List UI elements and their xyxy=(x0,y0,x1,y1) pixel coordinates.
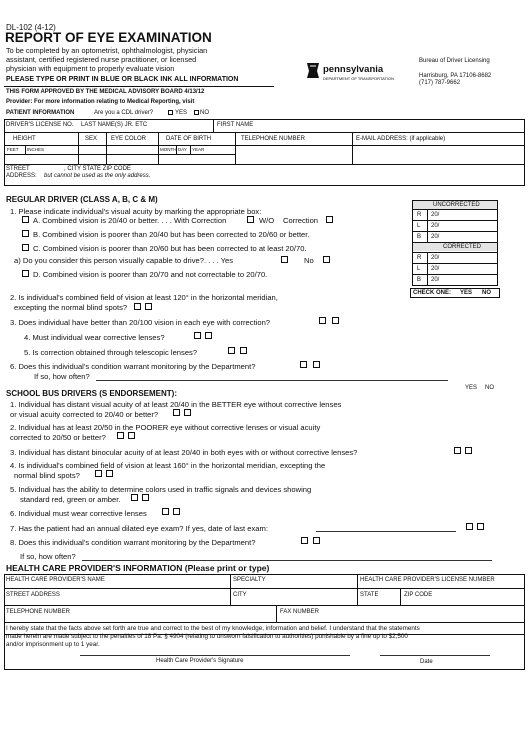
intro-text: To be completed by an optometrist, ophthalmologist, physician assistant, certified registered nurse practitioner, or licensed physician with equipment to properly evaluate vision xyxy=(6,46,208,74)
sb-yes-header: YES xyxy=(465,385,478,391)
q1a-checkbox[interactable] xyxy=(22,216,29,223)
telephone-label: TELEPHONE NUMBER xyxy=(241,136,306,142)
q4-label: 4. Must individual wear corrective lenses? xyxy=(24,333,165,342)
sb-q4-label: 4. Is individual's combined field of vision at least 160° in the horizontal meridian, excepting the xyxy=(10,461,326,470)
sb-q8-yes-checkbox[interactable] xyxy=(301,537,308,544)
form-id: DL-102 (4-12) xyxy=(6,23,56,32)
street-address-label: STREET ADDRESS xyxy=(6,592,60,598)
sex-label: SEX xyxy=(85,136,98,142)
sb-q2-label: 2. Individual has at least 20/50 in the POORER eye without corrective lenses or visual acuity xyxy=(10,423,321,432)
corrected-b-eye: B xyxy=(417,277,422,283)
address-note: but cannot be used as the only address. xyxy=(44,173,151,179)
sb-q5-label-cont: standard red, green or amber. xyxy=(20,495,121,504)
sb-q8-how-often-label: If so, how often? xyxy=(20,552,76,561)
school-bus-heading: SCHOOL BUS DRIVERS (S ENDORSEMENT): xyxy=(6,389,177,398)
check-one-label: CHECK ONE: xyxy=(413,290,452,296)
qa-label: a) Do you consider this person visually capable to drive?. . . . Yes xyxy=(14,256,234,265)
sb-q2-label-cont: corrected to 20/50 or better? xyxy=(10,433,106,442)
logo-subtitle: DEPARTMENT OF TRANSPORTATION xyxy=(323,76,395,81)
q2-label-cont: excepting the normal blind spots? xyxy=(14,303,128,312)
bureau-name: Bureau of Driver Licensing xyxy=(419,58,490,64)
sb-q3-no-checkbox[interactable] xyxy=(465,447,472,454)
specialty-label: SPECIALTY xyxy=(233,577,266,583)
sb-q7-label: 7. Has the patient had an annual dilated eye exam? If yes, date of last exam: xyxy=(10,524,268,533)
check-one-yes: YES xyxy=(460,290,473,296)
sb-q5-yes-checkbox[interactable] xyxy=(131,494,138,501)
attestation-text: I hereby state that the facts above set forth are true and correct to the best of my knowledge, information and belief. I understand that the statements made herein are made subject to the penalties of 18 Pa. § 4904 (relating to unsworn falsification to authorities) punishable by a fine up to $2,500 and/or imprisonment up to 1 year. xyxy=(6,625,420,648)
sb-q5-no-checkbox[interactable] xyxy=(142,494,149,501)
phone-label: TELEPHONE NUMBER xyxy=(6,609,71,615)
keystone-icon xyxy=(306,62,320,79)
q1a-with-checkbox[interactable] xyxy=(247,216,254,223)
signature-field[interactable] xyxy=(80,655,350,656)
license-number-label: HEALTH CARE PROVIDER'S LICENSE NUMBER xyxy=(360,577,495,583)
q6-label: 6. Does this individual's condition warrant monitoring by the Department? xyxy=(10,362,256,371)
cdl-no-label: NO xyxy=(200,110,209,116)
sb-q4-label-cont: normal blind spots? xyxy=(14,471,80,480)
last-name-label: LAST NAME(S) JR. ETC xyxy=(81,122,148,128)
corrected-label: CORRECTED xyxy=(443,244,482,250)
q1b-label: B. Combined vision is poorer than 20/40 but has been corrected to 20/60 or better. xyxy=(33,230,310,239)
penndot-logo xyxy=(306,62,320,84)
corrected-r-value[interactable]: 20/ xyxy=(431,255,440,261)
sb-q6-yes-checkbox[interactable] xyxy=(162,508,169,515)
uncorrected-r-value[interactable]: 20/ xyxy=(431,212,440,218)
sb-q8-how-often-field[interactable] xyxy=(82,560,492,561)
sb-q1-label: 1. Individual has distant visual acuity of at least 20/40 in the BETTER eye without corrective lenses xyxy=(10,400,342,409)
state-label: STATE xyxy=(360,592,379,598)
provider-info-line: Provider: For more information relating to Medical Reporting, visit xyxy=(6,99,195,105)
q1a-without-checkbox[interactable] xyxy=(326,216,333,223)
bureau-address: Harrisburg, PA 17106-8682 xyxy=(419,73,492,79)
date-field[interactable] xyxy=(380,655,490,656)
q3-no-checkbox[interactable] xyxy=(332,317,339,324)
logo-wordmark: pennsylvania xyxy=(323,64,384,75)
sb-q7-date-field[interactable] xyxy=(316,531,456,532)
cdl-question: Are you a CDL driver? xyxy=(94,110,154,116)
first-name-label: FIRST NAME xyxy=(217,122,254,128)
sb-q8-no-checkbox[interactable] xyxy=(313,537,320,544)
sb-q6-no-checkbox[interactable] xyxy=(173,508,180,515)
uncorrected-r-eye: R xyxy=(417,212,422,218)
day-label: DAY xyxy=(178,147,187,152)
q6-how-often-label: If so, how often? xyxy=(34,372,90,381)
corrected-r-eye: R xyxy=(417,255,422,261)
sb-q1-yes-checkbox[interactable] xyxy=(173,409,180,416)
q2-yes-checkbox[interactable] xyxy=(134,303,141,310)
license-no-label: DRIVER'S LICENSE NO. xyxy=(6,122,74,128)
qa-yes-checkbox[interactable] xyxy=(281,256,288,263)
year-label: YEAR xyxy=(192,147,205,152)
q1c-checkbox[interactable] xyxy=(22,244,29,251)
bureau-phone: (717) 787-9662 xyxy=(419,80,461,86)
city-label: CITY xyxy=(233,592,247,598)
provider-name-label: HEALTH CARE PROVIDER'S NAME xyxy=(6,577,105,583)
email-label: E-MAIL ADDRESS: (if applicable) xyxy=(356,136,446,142)
uncorrected-b-eye: B xyxy=(417,234,422,240)
uncorrected-b-value[interactable]: 20/ xyxy=(431,234,440,240)
sb-q1-no-checkbox[interactable] xyxy=(184,409,191,416)
q6-no-checkbox[interactable] xyxy=(313,361,320,368)
q5-no-checkbox[interactable] xyxy=(240,347,247,354)
feet-label: FEET xyxy=(7,147,19,152)
q1d-label: D. Combined vision is poorer than 20/70 and not correctable to 20/70. xyxy=(33,270,268,279)
corrected-l-value[interactable]: 20/ xyxy=(431,266,440,272)
q3-yes-checkbox[interactable] xyxy=(319,317,326,324)
dob-label: DATE OF BIRTH xyxy=(166,136,212,142)
inches-label: INCHES xyxy=(27,147,45,152)
wo-label: W/O xyxy=(259,216,275,225)
sb-no-header: NO xyxy=(485,385,494,391)
check-one-no: NO xyxy=(482,290,491,296)
q1b-checkbox[interactable] xyxy=(22,230,29,237)
provider-heading: HEALTH CARE PROVIDER'S INFORMATION (Please print or type) xyxy=(6,563,270,573)
corrected-l-eye: L xyxy=(417,266,421,272)
q1d-checkbox[interactable] xyxy=(22,270,29,277)
signature-label: Health Care Provider's Signature xyxy=(156,658,244,664)
patient-info-heading: PATIENT INFORMATION xyxy=(6,110,75,116)
q1c-label: C. Combined vision is poorer than 20/60 but has been corrected to at least 20/70. xyxy=(33,244,307,253)
height-label: HEIGHT xyxy=(13,136,36,142)
q4-no-checkbox[interactable] xyxy=(205,332,212,339)
q6-yes-checkbox[interactable] xyxy=(300,361,307,368)
sb-q3-label: 3. Individual has distant binocular acuity of at least 20/40 in both eyes with or without corrective lenses? xyxy=(10,448,358,457)
uncorrected-l-value[interactable]: 20/ xyxy=(431,223,440,229)
q2-label: 2. Is individual's combined field of vision at least 120° in the horizontal meridian, xyxy=(10,293,278,302)
q2-no-checkbox[interactable] xyxy=(145,303,152,310)
q1-label: 1. Please indicate individual's visual acuity by marking the appropriate box: xyxy=(10,207,262,216)
sb-q8-label: 8. Does this individual's condition warrant monitoring by the Department? xyxy=(10,538,256,547)
cdl-yes-checkbox[interactable] xyxy=(168,110,173,115)
q4-yes-checkbox[interactable] xyxy=(194,332,201,339)
cdl-yes-label: YES xyxy=(175,110,188,116)
sb-q1-label-cont: or visual acuity corrected to 20/40 or better? xyxy=(10,410,159,419)
sb-q7-no-checkbox[interactable] xyxy=(477,523,484,530)
city-state-zip-label: , CITY STATE ZIP CODE xyxy=(64,166,131,172)
q3-label: 3. Does individual have better than 20/100 vision in each eye with correction? xyxy=(10,318,271,327)
correction-label: Correction xyxy=(283,216,319,225)
month-label: MONTH xyxy=(160,147,177,152)
q5-yes-checkbox[interactable] xyxy=(228,347,235,354)
address-label: ADDRESS: xyxy=(6,173,37,179)
sb-q7-yes-checkbox[interactable] xyxy=(466,523,473,530)
fax-label: FAX NUMBER xyxy=(280,609,320,615)
ink-notice: PLEASE TYPE OR PRINT IN BLUE OR BLACK INK ALL INFORMATION xyxy=(6,76,239,83)
form-title: REPORT OF EYE EXAMINATION xyxy=(5,30,212,45)
sb-q4-yes-checkbox[interactable] xyxy=(95,470,102,477)
uncorrected-l-eye: L xyxy=(417,223,421,229)
sb-q6-label: 6. Individual must wear corrective lenses xyxy=(10,509,147,518)
cdl-no-checkbox[interactable] xyxy=(194,110,199,115)
sb-q4-no-checkbox[interactable] xyxy=(106,470,113,477)
uncorrected-label: UNCORRECTED xyxy=(433,202,480,208)
sb-q3-yes-checkbox[interactable] xyxy=(454,447,461,454)
approval-line: THIS FORM APPROVED BY THE MEDICAL ADVISORY BOARD 4/13/12 xyxy=(6,89,205,95)
eye-color-label: EYE COLOR xyxy=(111,136,147,142)
zip-code-label: ZIP CODE xyxy=(404,592,433,598)
qa-no-checkbox[interactable] xyxy=(323,256,330,263)
corrected-b-value[interactable]: 20/ xyxy=(431,277,440,283)
sb-q2-no-checkbox[interactable] xyxy=(128,432,135,439)
street-label: STREET xyxy=(6,166,30,172)
date-label: Date xyxy=(420,659,433,665)
qa-no-label: No xyxy=(304,256,314,265)
sb-q5-label: 5. Individual has the ability to determine colors used in traffic signals and devices showing xyxy=(10,485,312,494)
regular-driver-heading: REGULAR DRIVER (CLASS A, B, C & M) xyxy=(6,195,158,204)
q5-label: 5. Is correction obtained through telescopic lenses? xyxy=(24,348,198,357)
sb-q2-yes-checkbox[interactable] xyxy=(117,432,124,439)
q1a-label: A. Combined vision is 20/40 or better. . . . With Correction xyxy=(33,216,227,225)
q6-how-often-field[interactable] xyxy=(96,380,448,381)
